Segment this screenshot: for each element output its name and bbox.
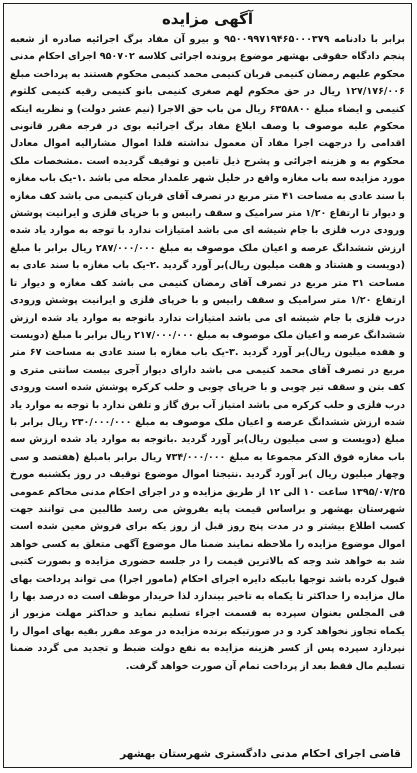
notice-body: برابر با دادنامه ۹۵۰۰۹۹۷۱۹۴۶۵۰۰۰۳۷۹ و بیرو آن مفاد برگ اجرائیه صادره از شعبه پنجم دادگاه حقوقی بهشهر موضوع پرونده اجرائی کلاسه ۹۵۰۷۰۲ اجرای احکام مدنی محکوم علیهم رمضان کنیمی قربان کنیمی محمد کنیمی محکوم هستند به پرداخت مبلغ ۱۲۷/۱۷۶/۰۰۶ ریال در حق محکوم لهم صغری کنیمی بانو کنیمی رقیه کنیمی کلثوم کنیمی و ایضاء مبلغ ۶۳۵۸۸۰۰ ریال من باب حق الاجرا (نیم عشر دولت) و نظریه اینکه محکوم علیه موصوف با وصف ابلاغ مفاد برگ اجرائیه بوی در فرجه مقرر قانونی اقدامی را درجهت اجرا مفاد آن معمول نداشته فلذا اموال مشاراليه اموال معادل محکوم به و هزینه اجرائی و پشرح ذیل تامین و توقیف گردیده است .مشخصات ملک مورد مزایده سه باب مغازه واقع در خلیل شهر علمدار محله می باشد .۱-یک باب مغازه با سند عادی به مساحت ۴۱ متر مربع در تصرف آقای قربان کنیمی می باشد کف مغازه و دیوار تا ارتفاع ۱/۲۰ متر سرامیک و سقف رابیس و با خرپای فلزی و ایرانیت پوشش ورودی درب فلزی با جام شیشه ای می باشد امتیازات ندارد با توجه به موارد یاد شده ارزش ششدانگ عرصه و اعیان ملک موصوف به مبلغ ۲۸۷/۰۰۰/۰۰۰ ریال برابر با مبلغ (دویست و هشتاد و هفت میلیون ریال)بر آورد گردید .۲-یک باب مغازه با سند عادی به مساحت ۳۱ متر مربع در تصرف آقای رمضان کنیمی می باشد کف مغازه و دیوار تا ارتفاع ۱/۲۰ متر سرامیک و سقف رابیس و با خرپای فلزی و ایرانیت پوشش ورودی درب فلزی با جام شیشه ای می باشد امتیازات ندارد باتوجه به موارد یاد شده ارزش ششدانگ عرصه و اعیان ملک موصوف به مبلغ ۲۱۷/۰۰۰/۰۰۰ ریال برابر با مبلغ (دویست و هفده میلیون ریال)بر آورد گردید .۳-یک باب مغازه با سند عادی به مساحت ۶۷ متر مربع در تصرف آقای محمد کنیمی می باشد دارای دیوار آجری بیست سانتی متری و کف بتن و سقف تیر چوبی و با خرپای چوبی و حلب کرکره پوشش شده است ورودی درب فلزی و حلب کرکره می باشد امتیاز آب برق گاز و تلفن ندارد با توجه به موارد یاد شده ارزش ششدانگ عرصه و اعیان ملک موصوف به مبلغ ۲۳۰/۰۰۰/۰۰۰ ریال برابر با مبلغ (دویست و سی میلیون ریال)بر آورد گردید .باتوجه به موارد یاد شده ارزش سه باب مغازه فوق الذکر مجموعا به مبلغ ۷۳۴/۰۰۰/۰۰۰ ریال برابر بامبلغ (هفتصد و سی وچهار میلیون ریال )بر آورد گردید .نتیجتا اموال موضوع توقیف در روز یکشنبه مورخ ۱۳۹۵/۰۷/۲۵ ساعت ۱۰ الی ۱۲ از طریق مزایده و در اجرای احکام مدنی محاکم عمومی شهرستان بهشهر و براساس قیمت پایه بفروش می رسد طالبین می توانند جهت کسب اطلاع بیشتر و در مدت پنج روز قبل از روز یکه برای فروش معین شده است اموال موضوع مزایده را ملاحظه نمایند ضمنا مال موضوع آگهی متعلق به کسی خواهد شد به خواهد شد وجه که بالاترین قیمت را در جلسه حضوری مزایده و بصورت کتبی قبول کرده باشد توجها بابیکه دایره اجرای احکام (مامور اجرا) می تواند پرداخت بهای مال مزایده را حداکثر تا یکماه به تاخیر بیندازد لذا خریدار موظف است ده درصد بها را فی المجلس بعنوان سپرده به قسمت اجراء تسلیم نماید و حداکثر مهلت مزبور از یکماه تجاوز نخواهد کرد و در صورتیکه برنده مزایده در موعد مقرر بقیه بهای اموال را نپردازد سپرده پس از کسر هزینه مزایده به نفع دولت ضبط و تجدید می گردد ضمنا تسلیم مال فقط بعد از پرداخت تمام آن صورت خواهد گرفت. [10,34,405,672]
auction-notice [3,3,412,768]
notice-signature: قاضی اجرای احکام مدنی دادگستری شهرستان بهشهر [120,748,401,760]
notice-title: آگهی مزایده [161,10,254,28]
